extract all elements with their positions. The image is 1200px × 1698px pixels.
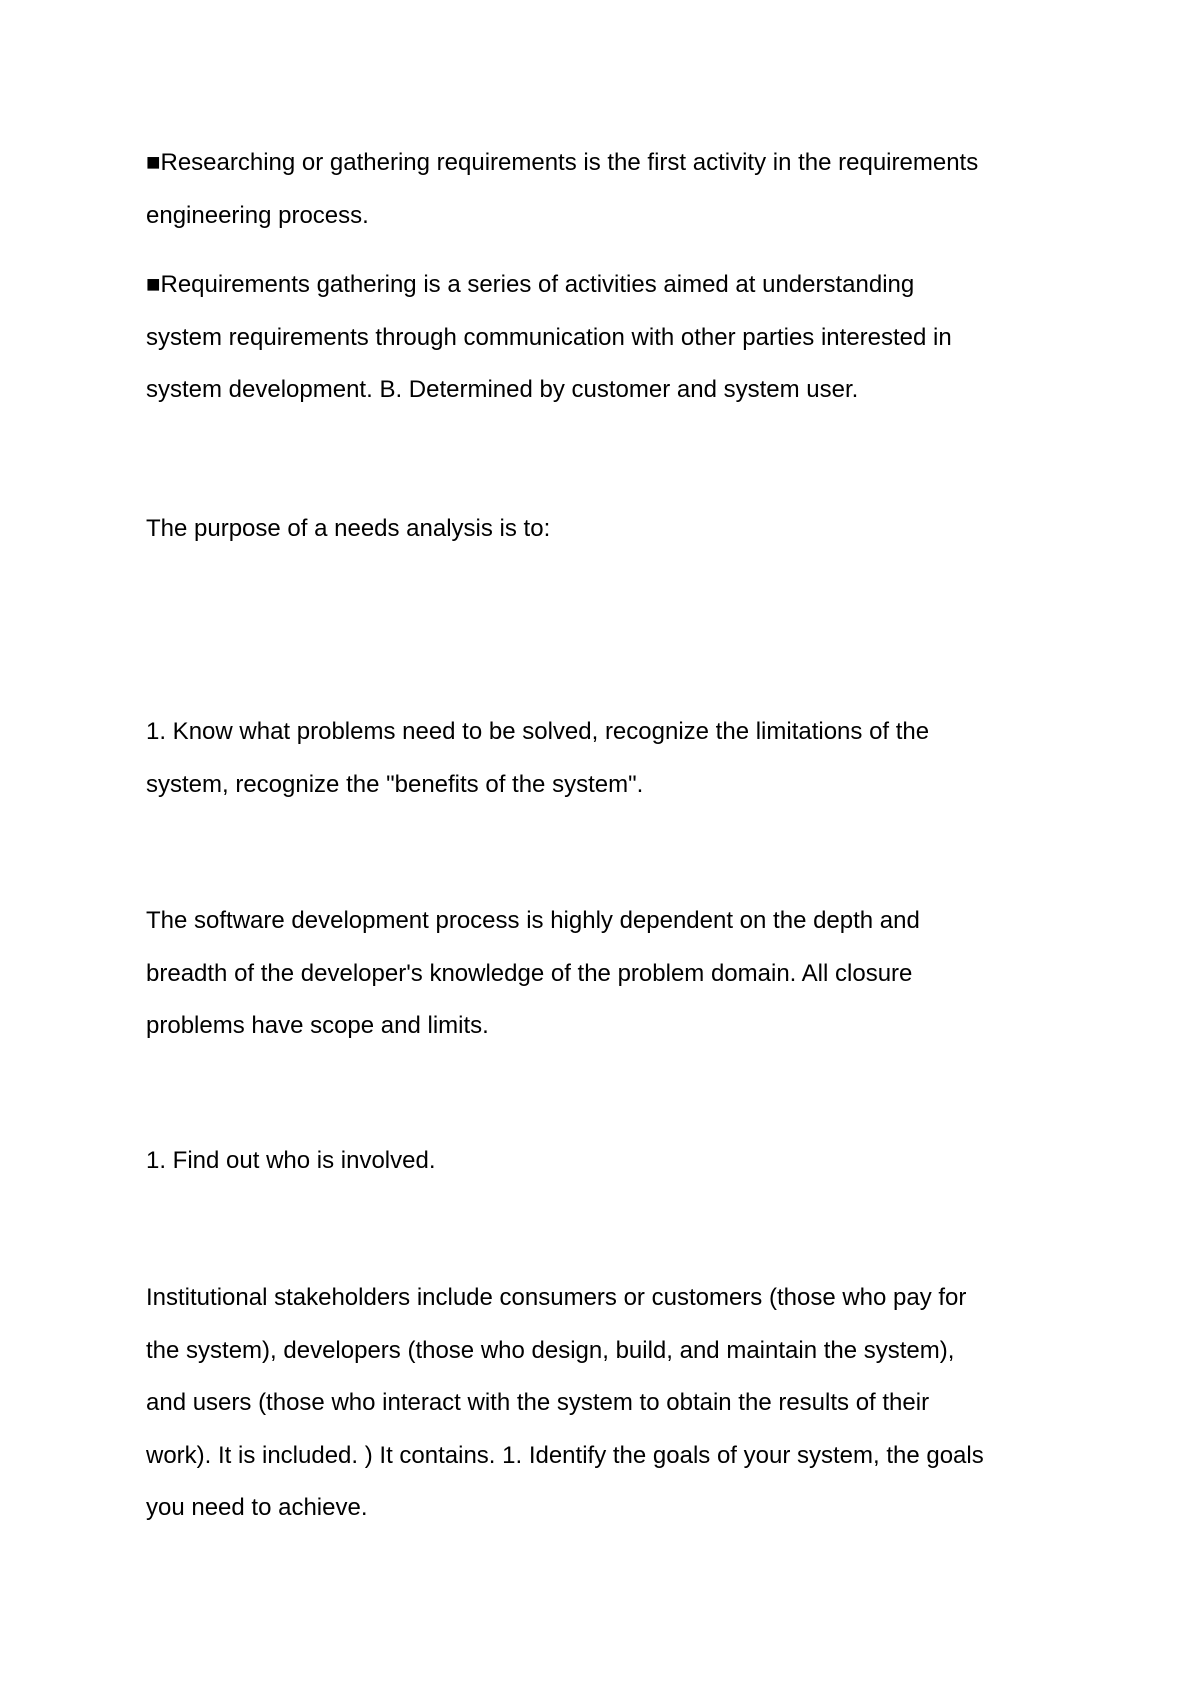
stakeholders-paragraph [146,1272,1106,1535]
text-line: and users (those who interact with the system to obtain the results of their [146,1389,930,1416]
text-line: work). It is included. ) It contains. 1. Identify the goals of your system, the goals [146,1441,984,1469]
numbered-item-know-problems [146,706,1106,811]
text-line: engineering process. [146,201,369,229]
text-line: The purpose of a needs analysis is to: [146,515,551,542]
bullet-paragraph-requirements-first-activity [146,137,1106,242]
text-line: ■Requirements gathering is a series of activities aimed at understanding [146,271,915,298]
text-line: system requirements through communication with other parties interested in [146,323,952,351]
text-line: 1. Know what problems need to be solved, recognize the limitations of the [146,718,930,745]
text-line: the system), developers (those who design, build, and maintain the system), [146,1336,955,1364]
text-line: system, recognize the "benefits of the system". [146,770,644,798]
text-line: problems have scope and limits. [146,1012,489,1039]
text-line: system development. B. Determined by customer and system user. [146,376,859,403]
bullet-paragraph-requirements-gathering [146,259,1106,417]
text-line: breadth of the developer's knowledge of the problem domain. All closure [146,959,913,987]
text-line: Institutional stakeholders include consumers or customers (those who pay for [146,1284,967,1311]
text-line: you need to achieve. [146,1494,368,1521]
software-process-paragraph [146,895,1106,1053]
text-line: The software development process is highly dependent on the depth and [146,907,920,934]
numbered-item-find-out [146,1135,1106,1188]
purpose-heading [146,503,1106,556]
text-line: 1. Find out who is involved. [146,1147,436,1174]
text-line: ■Researching or gathering requirements is the first activity in the requirements [146,149,979,176]
